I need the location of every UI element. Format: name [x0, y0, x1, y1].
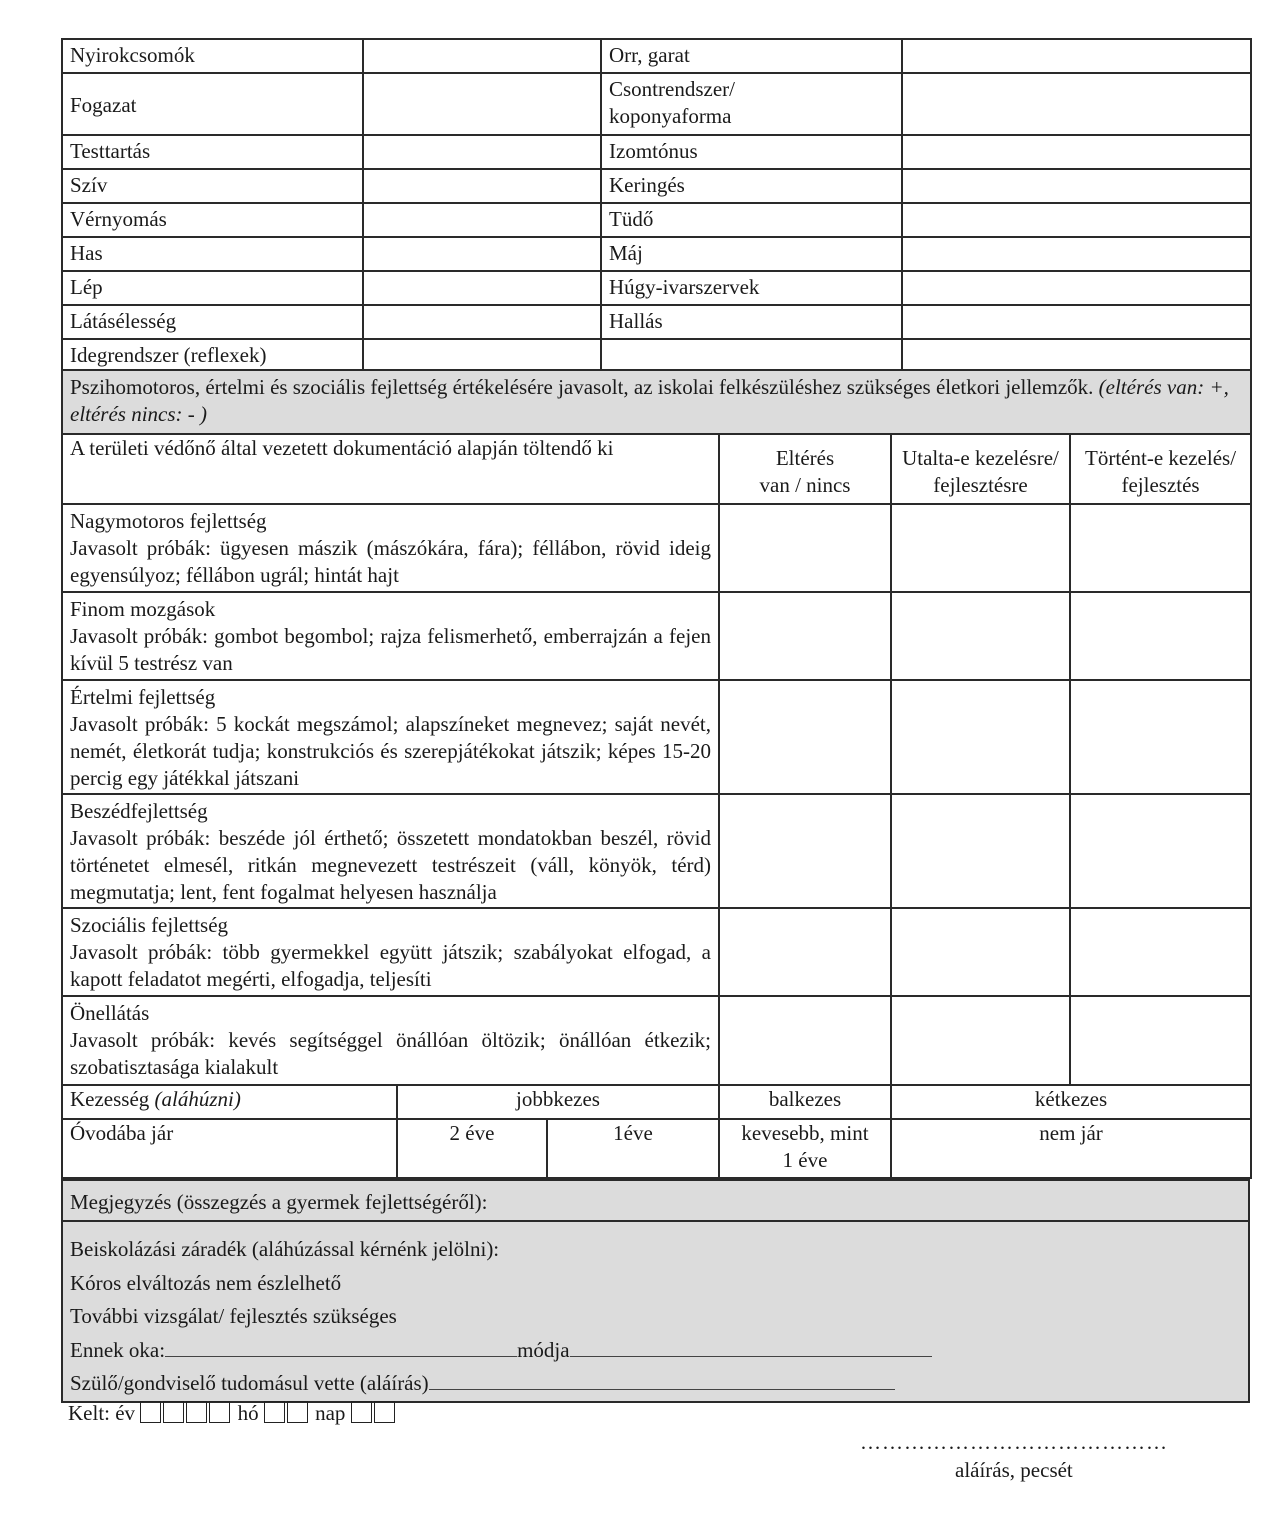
exam-label-left: Lép [62, 271, 363, 305]
exam-label-left: Vérnyomás [62, 203, 363, 237]
kindergarten-1-year[interactable]: 1éve [547, 1119, 719, 1178]
kindergarten-less[interactable] [719, 1119, 891, 1178]
development-item-row [62, 504, 1251, 592]
development-intro [62, 370, 1251, 434]
development-item-row [62, 794, 1251, 908]
kindergarten-label: Óvodába jár [62, 1119, 397, 1178]
day-box[interactable] [351, 1401, 372, 1423]
exam-value-left[interactable] [363, 339, 601, 373]
exam-value-left[interactable] [363, 39, 601, 73]
signature-dots[interactable]: …………………………………… [860, 1430, 1168, 1454]
exam-label-left: Szív [62, 169, 363, 203]
development-item-title: Beszédfejlettség [70, 799, 208, 823]
referred-cell[interactable] [891, 908, 1070, 996]
reason-input-line[interactable] [165, 1336, 517, 1357]
development-intro-note: (eltérés van: +, eltérés nincs: - ) [70, 375, 1229, 426]
clause-block [62, 1221, 1249, 1402]
handedness-label-text: Kezesség [70, 1087, 150, 1111]
exam-row [62, 169, 1251, 203]
exam-label-left: Fogazat [62, 73, 363, 135]
handedness-both[interactable]: kétkezes [891, 1085, 1251, 1119]
development-item-description [62, 680, 719, 794]
exam-row [62, 135, 1251, 169]
eltérés-cell[interactable] [719, 908, 891, 996]
treated-cell[interactable] [1070, 504, 1251, 592]
month-box[interactable] [287, 1401, 308, 1423]
method-label: módja [517, 1337, 570, 1362]
development-item-tests: Javasolt próbák: kevés segítséggel önállóan öltözik; önállóan étkezik; szobatisztasága kialakult [70, 1028, 711, 1079]
exam-value-left[interactable] [363, 271, 601, 305]
month-label: hó [237, 1401, 259, 1425]
reason-label: Ennek oka: [70, 1337, 166, 1362]
referred-cell[interactable] [891, 680, 1070, 794]
clause-option-further[interactable]: További vizsgálat/ fejlesztés szükséges [70, 1304, 397, 1328]
treated-cell[interactable] [1070, 592, 1251, 680]
exam-value-right[interactable] [902, 135, 1251, 169]
year-box[interactable] [209, 1401, 230, 1423]
header-utalta-line2: fejlesztésre [933, 473, 1028, 497]
eltérés-cell[interactable] [719, 996, 891, 1085]
header-utalta-line1: Utalta-e kezelésre/ [902, 446, 1059, 470]
remark: Megjegyzés (összegzés a gyermek fejlettségéről): [62, 1180, 1249, 1221]
exam-row [62, 339, 1251, 373]
exam-label-left: Has [62, 237, 363, 271]
kindergarten-2-years[interactable]: 2 éve [397, 1119, 547, 1178]
notes-table [61, 1179, 1250, 1403]
exam-row [62, 271, 1251, 305]
development-item-row [62, 996, 1251, 1085]
development-item-row [62, 680, 1251, 794]
development-item-description [62, 592, 719, 680]
handedness-right[interactable]: jobbkezes [397, 1085, 719, 1119]
eltérés-cell[interactable] [719, 794, 891, 908]
header-tortent-line1: Történt-e kezelés/ [1085, 446, 1237, 470]
exam-label-right: Máj [601, 237, 902, 271]
exam-label-right [601, 73, 902, 135]
exam-row [62, 305, 1251, 339]
exam-value-left[interactable] [363, 203, 601, 237]
development-item-tests: Javasolt próbák: 5 kockát megszámol; alapszíneket megnevez; saját nevét, nemét, életkorát tudja; konstrukciós és szerepjátékokat játszik; képes 15-20 percig egy játékkal játszani [70, 712, 711, 790]
year-box[interactable] [163, 1401, 184, 1423]
exam-value-right[interactable] [902, 169, 1251, 203]
treated-cell[interactable] [1070, 680, 1251, 794]
exam-label-right: Hallás [601, 305, 902, 339]
exam-value-left[interactable] [363, 237, 601, 271]
exam-label-right-line1: Csontrendszer/ [609, 77, 735, 101]
treated-cell[interactable] [1070, 794, 1251, 908]
exam-value-left[interactable] [363, 73, 601, 135]
development-item-tests: Javasolt próbák: beszéde jól érthető; összetett mondatokban beszél, rövid történetet elmesél, ritkán megnevezett testrészeit (váll, könyök, térd) megmutatja; lent, fent fogalmat helyesen használja [70, 826, 711, 904]
header-tortent-line2: fejlesztés [1121, 473, 1200, 497]
exam-value-right[interactable] [902, 39, 1251, 73]
kindergarten-none[interactable]: nem jár [891, 1119, 1251, 1178]
development-item-row [62, 908, 1251, 996]
day-box[interactable] [374, 1401, 395, 1423]
parent-row [70, 1367, 1241, 1401]
development-item-description [62, 996, 719, 1085]
eltérés-cell[interactable] [719, 592, 891, 680]
development-item-title: Önellátás [70, 1001, 150, 1025]
development-item-tests: Javasolt próbák: több gyermekkel együtt játszik; szabályokat elfogad, a kapott feladatot megérti, elfogadja, teljesíti [70, 940, 711, 991]
development-item-title: Értelmi fejlettség [70, 685, 216, 709]
signature-block [860, 1430, 1190, 1482]
header-eltérés [719, 434, 891, 504]
development-item-description [62, 908, 719, 996]
header-description: A területi védőnő által vezetett dokumentáció alapján töltendő ki [62, 434, 719, 504]
development-intro-text: Pszihomotoros, értelmi és szociális fejlettség értékelésére javasolt, az iskolai felkészüléshez szükséges életkori jellemzők. [70, 375, 1094, 399]
method-input-line[interactable] [570, 1336, 932, 1357]
development-item-title: Nagymotoros fejlettség [70, 509, 267, 533]
exam-label-left: Nyirokcsomók [62, 39, 363, 73]
exam-label-right: Keringés [601, 169, 902, 203]
exam-label-right [601, 339, 902, 373]
year-box[interactable] [140, 1401, 161, 1423]
handedness-label [62, 1085, 397, 1119]
exam-table [61, 38, 1252, 374]
exam-label-right: Izomtónus [601, 135, 902, 169]
exam-value-left[interactable] [363, 305, 601, 339]
exam-row [62, 237, 1251, 271]
day-label: nap [315, 1401, 346, 1425]
exam-value-right[interactable] [902, 339, 1251, 373]
exam-value-left[interactable] [363, 135, 601, 169]
date-prefix: Kelt: év [68, 1401, 136, 1425]
header-eltérés-line1: Eltérés [775, 446, 835, 470]
development-item-tests: Javasolt próbák: gombot begombol; rajza felismerhető, emberrajzán a fejen kívül 5 testrész van [70, 624, 711, 675]
exam-value-left[interactable] [363, 169, 601, 203]
exam-value-right[interactable] [902, 203, 1251, 237]
header-utalta [891, 434, 1070, 504]
parent-label: Szülő/gondviselő tudomásul vette (aláírás) [70, 1371, 429, 1395]
eltérés-cell[interactable] [719, 680, 891, 794]
exam-value-right[interactable] [902, 237, 1251, 271]
referred-cell[interactable] [891, 504, 1070, 592]
header-tortent [1070, 434, 1251, 504]
treated-cell[interactable] [1070, 908, 1251, 996]
exam-value-right[interactable] [902, 73, 1251, 135]
treated-cell[interactable] [1070, 996, 1251, 1085]
date-row [68, 1400, 397, 1427]
clause-title: Beiskolázási záradék (aláhúzással kérnénk jelölni): [70, 1237, 500, 1261]
referred-cell[interactable] [891, 592, 1070, 680]
header-eltérés-line2: van / nincs [759, 473, 851, 497]
exam-label-left: Látásélesség [62, 305, 363, 339]
referred-cell[interactable] [891, 794, 1070, 908]
development-item-title: Szociális fejlettség [70, 913, 229, 937]
exam-label-left: Testtartás [62, 135, 363, 169]
handedness-note: (aláhúzni) [154, 1087, 241, 1111]
exam-row [62, 73, 1251, 135]
exam-value-right[interactable] [902, 271, 1251, 305]
kindergarten-less-line2: 1 éve [782, 1148, 828, 1172]
eltérés-cell[interactable] [719, 504, 891, 592]
exam-label-right: Orr, garat [601, 39, 902, 73]
exam-label-left: Idegrendszer (reflexek) [62, 339, 363, 373]
exam-label-right: Tüdő [601, 203, 902, 237]
year-box[interactable] [186, 1401, 207, 1423]
reason-row [70, 1334, 1241, 1368]
development-item-title: Finom mozgások [70, 597, 216, 621]
development-item-description [62, 504, 719, 592]
exam-row [62, 39, 1251, 73]
exam-row [62, 203, 1251, 237]
clause-option-healthy[interactable]: Kóros elváltozás nem észlelhető [70, 1270, 342, 1295]
referred-cell[interactable] [891, 996, 1070, 1085]
kindergarten-less-line1: kevesebb, mint [741, 1121, 869, 1145]
development-item-row [62, 592, 1251, 680]
development-item-tests: Javasolt próbák: ügyesen mászik (mászókára, fára); féllábon, rövid ideig egyensúlyoz; féllábon ugrál; hintát hajt [70, 536, 711, 587]
exam-label-right: Húgy-ivarszervek [601, 271, 902, 305]
exam-value-right[interactable] [902, 305, 1251, 339]
handedness-left[interactable]: balkezes [719, 1085, 891, 1119]
month-box[interactable] [264, 1401, 285, 1423]
development-table [61, 369, 1252, 1179]
signature-label: aláírás, pecsét [955, 1458, 1073, 1482]
exam-label-right-line2: koponyaforma [609, 104, 732, 128]
development-item-description [62, 794, 719, 908]
parent-signature-line[interactable] [429, 1369, 895, 1390]
